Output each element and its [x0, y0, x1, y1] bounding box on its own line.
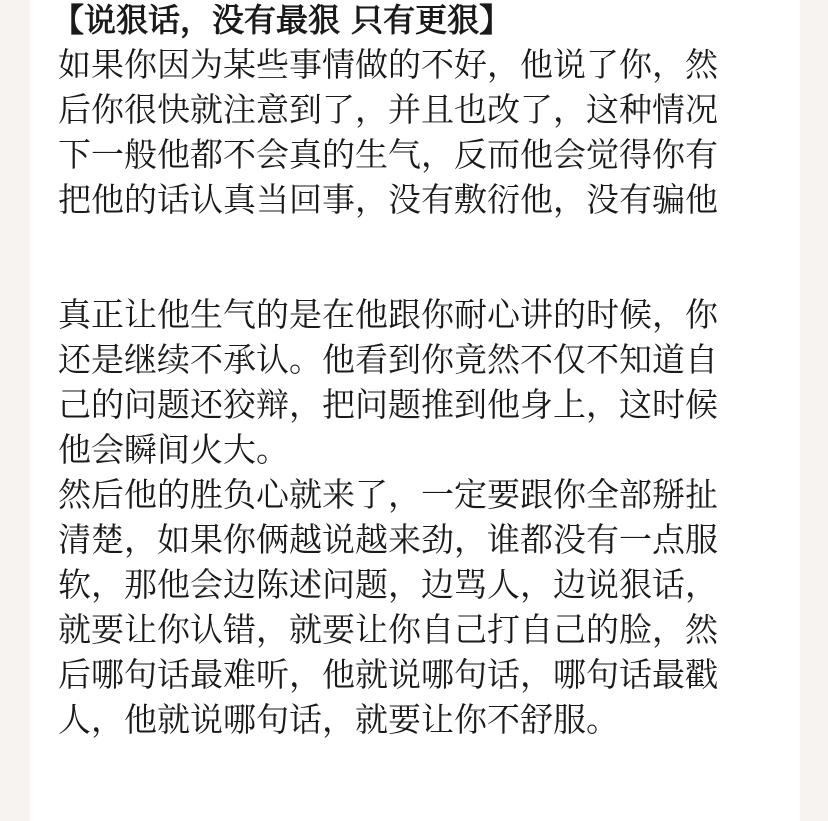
- paragraph-1: [58, 42, 800, 222]
- text-line: 己的问题还狡辩，把问题推到他身上，这时候: [58, 385, 718, 424]
- paragraph-gap: [58, 222, 800, 292]
- text-line: 把他的话认真当回事，没有敷衍他，没有骗他: [58, 180, 718, 219]
- text-line: 清楚，如果你俩越说越来劲，谁都没有一点服: [58, 520, 718, 559]
- text-line: 就要让你认错，就要让你自己打自己的脸，然: [58, 610, 718, 649]
- paragraph-2: [58, 292, 800, 472]
- article-body: [52, 0, 800, 742]
- text-line: 软，那他会边陈述问题，边骂人，边说狠话，: [58, 565, 718, 604]
- text-line: 后哪句话最难听，他就说哪句话，哪句话最戳: [58, 655, 718, 694]
- text-line: 还是继续不承认。他看到你竟然不仅不知道自: [58, 340, 718, 379]
- text-line: 他会瞬间火大。: [58, 430, 289, 469]
- text-line: 后你很快就注意到了，并且也改了，这种情况: [58, 90, 718, 129]
- text-line: 如果你因为某些事情做的不好，他说了你，然: [58, 45, 718, 84]
- paragraph-3: [58, 472, 800, 742]
- article-title: 【说狠话，没有最狠 只有更狠】: [52, 1, 512, 39]
- text-line: 下一般他都不会真的生气，反而他会觉得你有: [58, 135, 718, 174]
- document-page: [30, 0, 800, 821]
- text-line: 真正让他生气的是在他跟你耐心讲的时候，你: [58, 295, 718, 334]
- text-line: 然后他的胜负心就来了，一定要跟你全部掰扯: [58, 475, 718, 514]
- text-line: 人，他就说哪句话，就要让你不舒服。: [58, 700, 619, 739]
